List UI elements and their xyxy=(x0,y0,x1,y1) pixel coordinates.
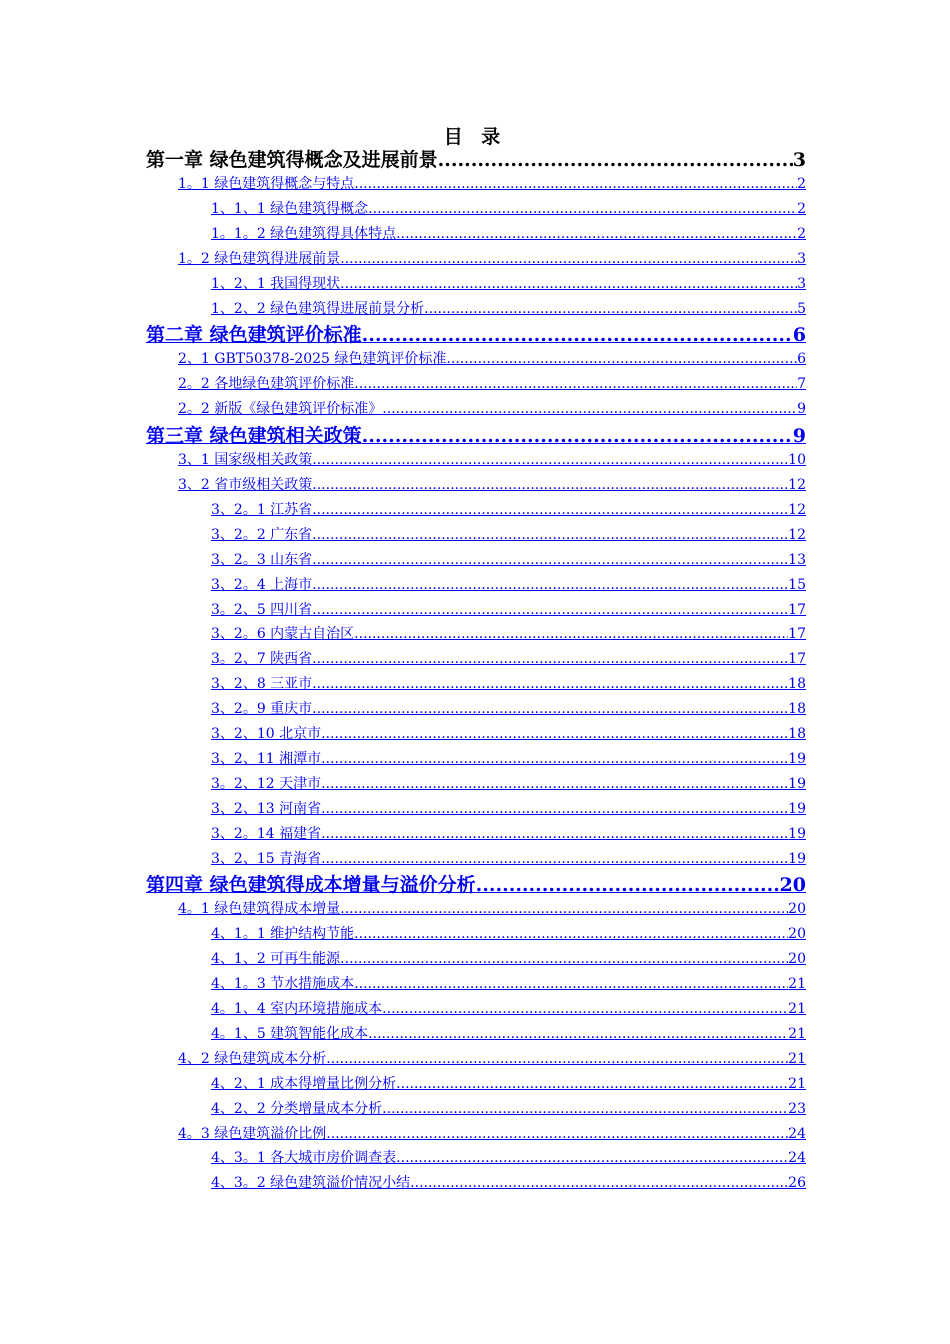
toc-page-number: 20 xyxy=(788,926,806,943)
toc-entry-label: 4、2、1 成本得增量比例分析 xyxy=(211,1075,397,1092)
toc-page-number: 21 xyxy=(788,1075,806,1092)
toc-entry-label: 4、1。1 维护结构节能 xyxy=(211,926,355,943)
toc-page-number: 21 xyxy=(788,1050,806,1067)
dot-leader xyxy=(410,1172,788,1194)
toc-entry-label: 3、2、11 湘潭市 xyxy=(211,750,322,767)
toc-entry-label: 1、2、2 绿色建筑得进展前景分析 xyxy=(211,300,425,317)
toc-entry-label: 4、2 绿色建筑成本分析 xyxy=(178,1050,327,1067)
dot-leader xyxy=(368,1023,788,1045)
toc-entry-label: 3、2 省市级相关政策 xyxy=(178,477,313,493)
dot-leader xyxy=(476,872,780,899)
dot-leader xyxy=(326,1123,788,1145)
dot-leader xyxy=(396,1073,788,1095)
toc-subsection-entry[interactable] xyxy=(211,223,806,245)
toc-entry-label: 3、1 国家级相关政策 xyxy=(178,452,313,469)
toc-section-entry[interactable] xyxy=(178,1123,806,1145)
dot-leader xyxy=(382,1098,788,1120)
dot-leader xyxy=(340,898,788,920)
toc-page-number: 3 xyxy=(797,275,806,292)
toc-page-number: 17 xyxy=(788,651,806,668)
toc-subsection-entry[interactable] xyxy=(211,499,806,521)
toc-chapter-entry[interactable] xyxy=(146,147,806,174)
dot-leader xyxy=(362,423,793,450)
toc-chapter-entry[interactable] xyxy=(146,322,806,349)
toc-entry-label: 3、2。4 上海市 xyxy=(211,576,313,593)
toc-entry-label: 第二章 绿色建筑评价标准 xyxy=(146,324,362,347)
dot-leader xyxy=(354,623,788,645)
dot-leader xyxy=(321,823,788,845)
toc-page-number: 6 xyxy=(792,324,806,347)
toc-page-number: 20 xyxy=(779,874,806,897)
toc-page-number: 19 xyxy=(788,750,806,767)
dot-leader xyxy=(312,499,788,521)
toc-entry-label: 1。1 绿色建筑得概念与特点 xyxy=(178,176,355,192)
toc-entry-label: 第四章 绿色建筑得成本增量与溢价分析 xyxy=(146,874,476,897)
toc-subsection-entry[interactable] xyxy=(211,1098,806,1120)
toc-page-number: 23 xyxy=(788,1100,806,1117)
dot-leader xyxy=(321,723,788,745)
toc-section-entry[interactable] xyxy=(178,398,806,420)
dot-leader xyxy=(312,524,788,546)
toc-page-number: 21 xyxy=(788,1025,806,1042)
toc-section-entry[interactable] xyxy=(178,173,806,195)
toc-entry-label: 3、2。2 广东省 xyxy=(211,526,313,543)
toc-subsection-entry[interactable] xyxy=(211,549,806,571)
toc-entry-label: 3、2、15 青海省 xyxy=(211,850,322,867)
dot-leader xyxy=(382,398,797,420)
dot-leader xyxy=(312,698,788,720)
dot-leader xyxy=(312,648,788,670)
toc-subsection-entry[interactable] xyxy=(211,1023,806,1045)
dot-leader xyxy=(312,673,788,695)
toc-page-number: 19 xyxy=(788,775,806,792)
dot-leader xyxy=(354,373,797,395)
toc-subsection-entry[interactable] xyxy=(211,574,806,596)
dot-leader xyxy=(396,223,797,245)
toc-subsection-entry[interactable] xyxy=(211,973,806,995)
toc-subsection-entry[interactable] xyxy=(211,1147,806,1169)
toc-chapter-entry[interactable] xyxy=(146,423,806,450)
toc-page-number: 6 xyxy=(797,351,806,368)
toc-subsection-entry[interactable] xyxy=(211,273,806,295)
toc-subsection-entry[interactable] xyxy=(211,1172,806,1194)
toc-page-number: 20 xyxy=(788,901,806,918)
toc-entry-label: 2、1 GBT50378-2025 绿色建筑评价标准 xyxy=(178,351,447,368)
toc-subsection-entry[interactable] xyxy=(211,798,806,820)
toc-subsection-entry[interactable] xyxy=(211,998,806,1020)
dot-leader xyxy=(340,948,788,970)
dot-leader xyxy=(312,599,788,621)
toc-page-number: 26 xyxy=(788,1175,806,1192)
toc-subsection-entry[interactable] xyxy=(211,1073,806,1095)
toc-subsection-entry[interactable] xyxy=(211,748,806,770)
dot-leader xyxy=(312,449,788,471)
dot-leader xyxy=(354,923,788,945)
toc-page-number: 12 xyxy=(788,477,806,493)
toc-page-number: 2 xyxy=(797,225,806,242)
toc-entry-label: 1。1。2 绿色建筑得具体特点 xyxy=(211,225,397,242)
toc-title: 目 录 xyxy=(443,126,507,148)
toc-page-number: 18 xyxy=(788,701,806,718)
toc-page-number: 15 xyxy=(788,576,806,593)
toc-section-entry[interactable] xyxy=(178,348,806,370)
dot-leader xyxy=(354,973,788,995)
toc-entry-label: 3、2。9 重庆市 xyxy=(211,701,313,718)
dot-leader xyxy=(321,798,788,820)
toc-page-number: 24 xyxy=(788,1150,806,1167)
toc-subsection-entry[interactable] xyxy=(211,698,806,720)
toc-page-number: 12 xyxy=(788,501,806,518)
dot-leader xyxy=(321,748,788,770)
dot-leader xyxy=(362,322,793,349)
toc-section-entry[interactable] xyxy=(178,1048,806,1070)
toc-chapter-entry[interactable] xyxy=(146,872,806,899)
dot-leader xyxy=(321,848,788,870)
dot-leader xyxy=(438,147,793,174)
toc-page-number: 19 xyxy=(788,800,806,817)
dot-leader xyxy=(312,549,788,571)
toc-entry-label: 4、3。1 各大城市房价调查表 xyxy=(211,1150,397,1167)
toc-entry-label: 4、1。3 节水措施成本 xyxy=(211,976,355,993)
dot-leader xyxy=(340,248,797,270)
toc-page-number: 21 xyxy=(788,976,806,993)
toc-section-entry[interactable] xyxy=(178,248,806,270)
dot-leader xyxy=(354,173,797,195)
dot-leader xyxy=(326,1048,788,1070)
dot-leader xyxy=(382,998,788,1020)
toc-page-number: 13 xyxy=(788,551,806,568)
toc-subsection-entry[interactable] xyxy=(211,198,806,220)
toc-entry-label: 3、2。3 山东省 xyxy=(211,551,313,568)
toc-page-number: 12 xyxy=(788,526,806,543)
toc-subsection-entry[interactable] xyxy=(211,648,806,670)
toc-entry-label: 3、2、13 河南省 xyxy=(211,800,322,817)
toc-entry-label: 3、2、8 三亚市 xyxy=(211,676,313,693)
toc-entry-label: 3、2。1 江苏省 xyxy=(211,501,313,518)
toc-subsection-entry[interactable] xyxy=(211,298,806,320)
toc-page-number: 10 xyxy=(788,452,806,469)
toc-entry-label: 4。1 绿色建筑得成本增量 xyxy=(178,901,341,918)
toc-page-number: 2 xyxy=(797,200,806,217)
toc-subsection-entry[interactable] xyxy=(211,823,806,845)
toc-entry-label: 3。2、12 天津市 xyxy=(211,775,322,792)
toc-entry-label: 3、2、10 北京市 xyxy=(211,726,322,742)
toc-section-entry[interactable] xyxy=(178,474,806,496)
toc-entry-label: 4。3 绿色建筑溢价比例 xyxy=(178,1125,327,1142)
toc-page-number: 19 xyxy=(788,850,806,867)
toc-subsection-entry[interactable] xyxy=(211,723,806,745)
toc-page-number: 20 xyxy=(788,951,806,968)
toc-subsection-entry[interactable] xyxy=(211,599,806,621)
dot-leader xyxy=(321,773,788,795)
toc-subsection-entry[interactable] xyxy=(211,673,806,695)
toc-page-number: 7 xyxy=(797,376,806,393)
toc-entry-label: 4。1、5 建筑智能化成本 xyxy=(211,1025,369,1042)
toc-page-number: 5 xyxy=(797,300,806,317)
toc-entry-label: 1。2 绿色建筑得进展前景 xyxy=(178,250,341,267)
toc-entry-label: 3。2、5 四川省 xyxy=(211,601,313,618)
toc-section-entry[interactable] xyxy=(178,898,806,920)
toc-page-number: 2 xyxy=(797,176,806,192)
toc-page-number: 21 xyxy=(788,1001,806,1017)
toc-entry-label: 3。2、7 陕西省 xyxy=(211,651,313,668)
toc-entry-label: 2。2 新版《绿色建筑评价标准》 xyxy=(178,401,383,418)
toc-entry-label: 4、3。2 绿色建筑溢价情况小结 xyxy=(211,1175,411,1192)
dot-leader xyxy=(312,474,788,496)
dot-leader xyxy=(396,1147,788,1169)
toc-page-number: 17 xyxy=(788,601,806,618)
toc-subsection-entry[interactable] xyxy=(211,773,806,795)
toc-page-number: 17 xyxy=(788,626,806,643)
toc-subsection-entry[interactable] xyxy=(211,923,806,945)
toc-page-number: 18 xyxy=(788,676,806,693)
toc-entry-label: 1、1、1 绿色建筑得概念 xyxy=(211,200,369,217)
toc-page-number: 9 xyxy=(792,425,806,448)
toc-subsection-entry[interactable] xyxy=(211,948,806,970)
toc-section-entry[interactable] xyxy=(178,449,806,471)
toc-section-entry[interactable] xyxy=(178,373,806,395)
dot-leader xyxy=(340,273,797,295)
dot-leader xyxy=(424,298,797,320)
toc-page-number: 18 xyxy=(788,726,806,742)
toc-entry-label: 第三章 绿色建筑相关政策 xyxy=(146,425,362,448)
dot-leader xyxy=(446,348,797,370)
toc-entry-label: 4、1、2 可再生能源 xyxy=(211,951,341,968)
toc-page-number: 19 xyxy=(788,825,806,842)
toc-subsection-entry[interactable] xyxy=(211,623,806,645)
dot-leader xyxy=(368,198,797,220)
toc-entry-label: 第一章 绿色建筑得概念及进展前景 xyxy=(146,149,438,171)
toc-page-number: 3 xyxy=(792,149,806,171)
toc-entry-label: 3、2。6 内蒙古自治区 xyxy=(211,626,355,643)
dot-leader xyxy=(312,574,788,596)
toc-subsection-entry[interactable] xyxy=(211,848,806,870)
toc-subsection-entry[interactable] xyxy=(211,524,806,546)
toc-entry-label: 1、2、1 我国得现状 xyxy=(211,275,341,292)
toc-page-number: 3 xyxy=(797,250,806,267)
toc-entry-label: 4。1、4 室内环境措施成本 xyxy=(211,1001,383,1017)
toc-entry-label: 3、2。14 福建省 xyxy=(211,825,322,842)
toc-page-number: 9 xyxy=(797,401,806,418)
toc-page-number: 24 xyxy=(788,1125,806,1142)
toc-entry-label: 4、2、2 分类增量成本分析 xyxy=(211,1100,383,1117)
toc-entry-label: 2。2 各地绿色建筑评价标准 xyxy=(178,376,355,393)
